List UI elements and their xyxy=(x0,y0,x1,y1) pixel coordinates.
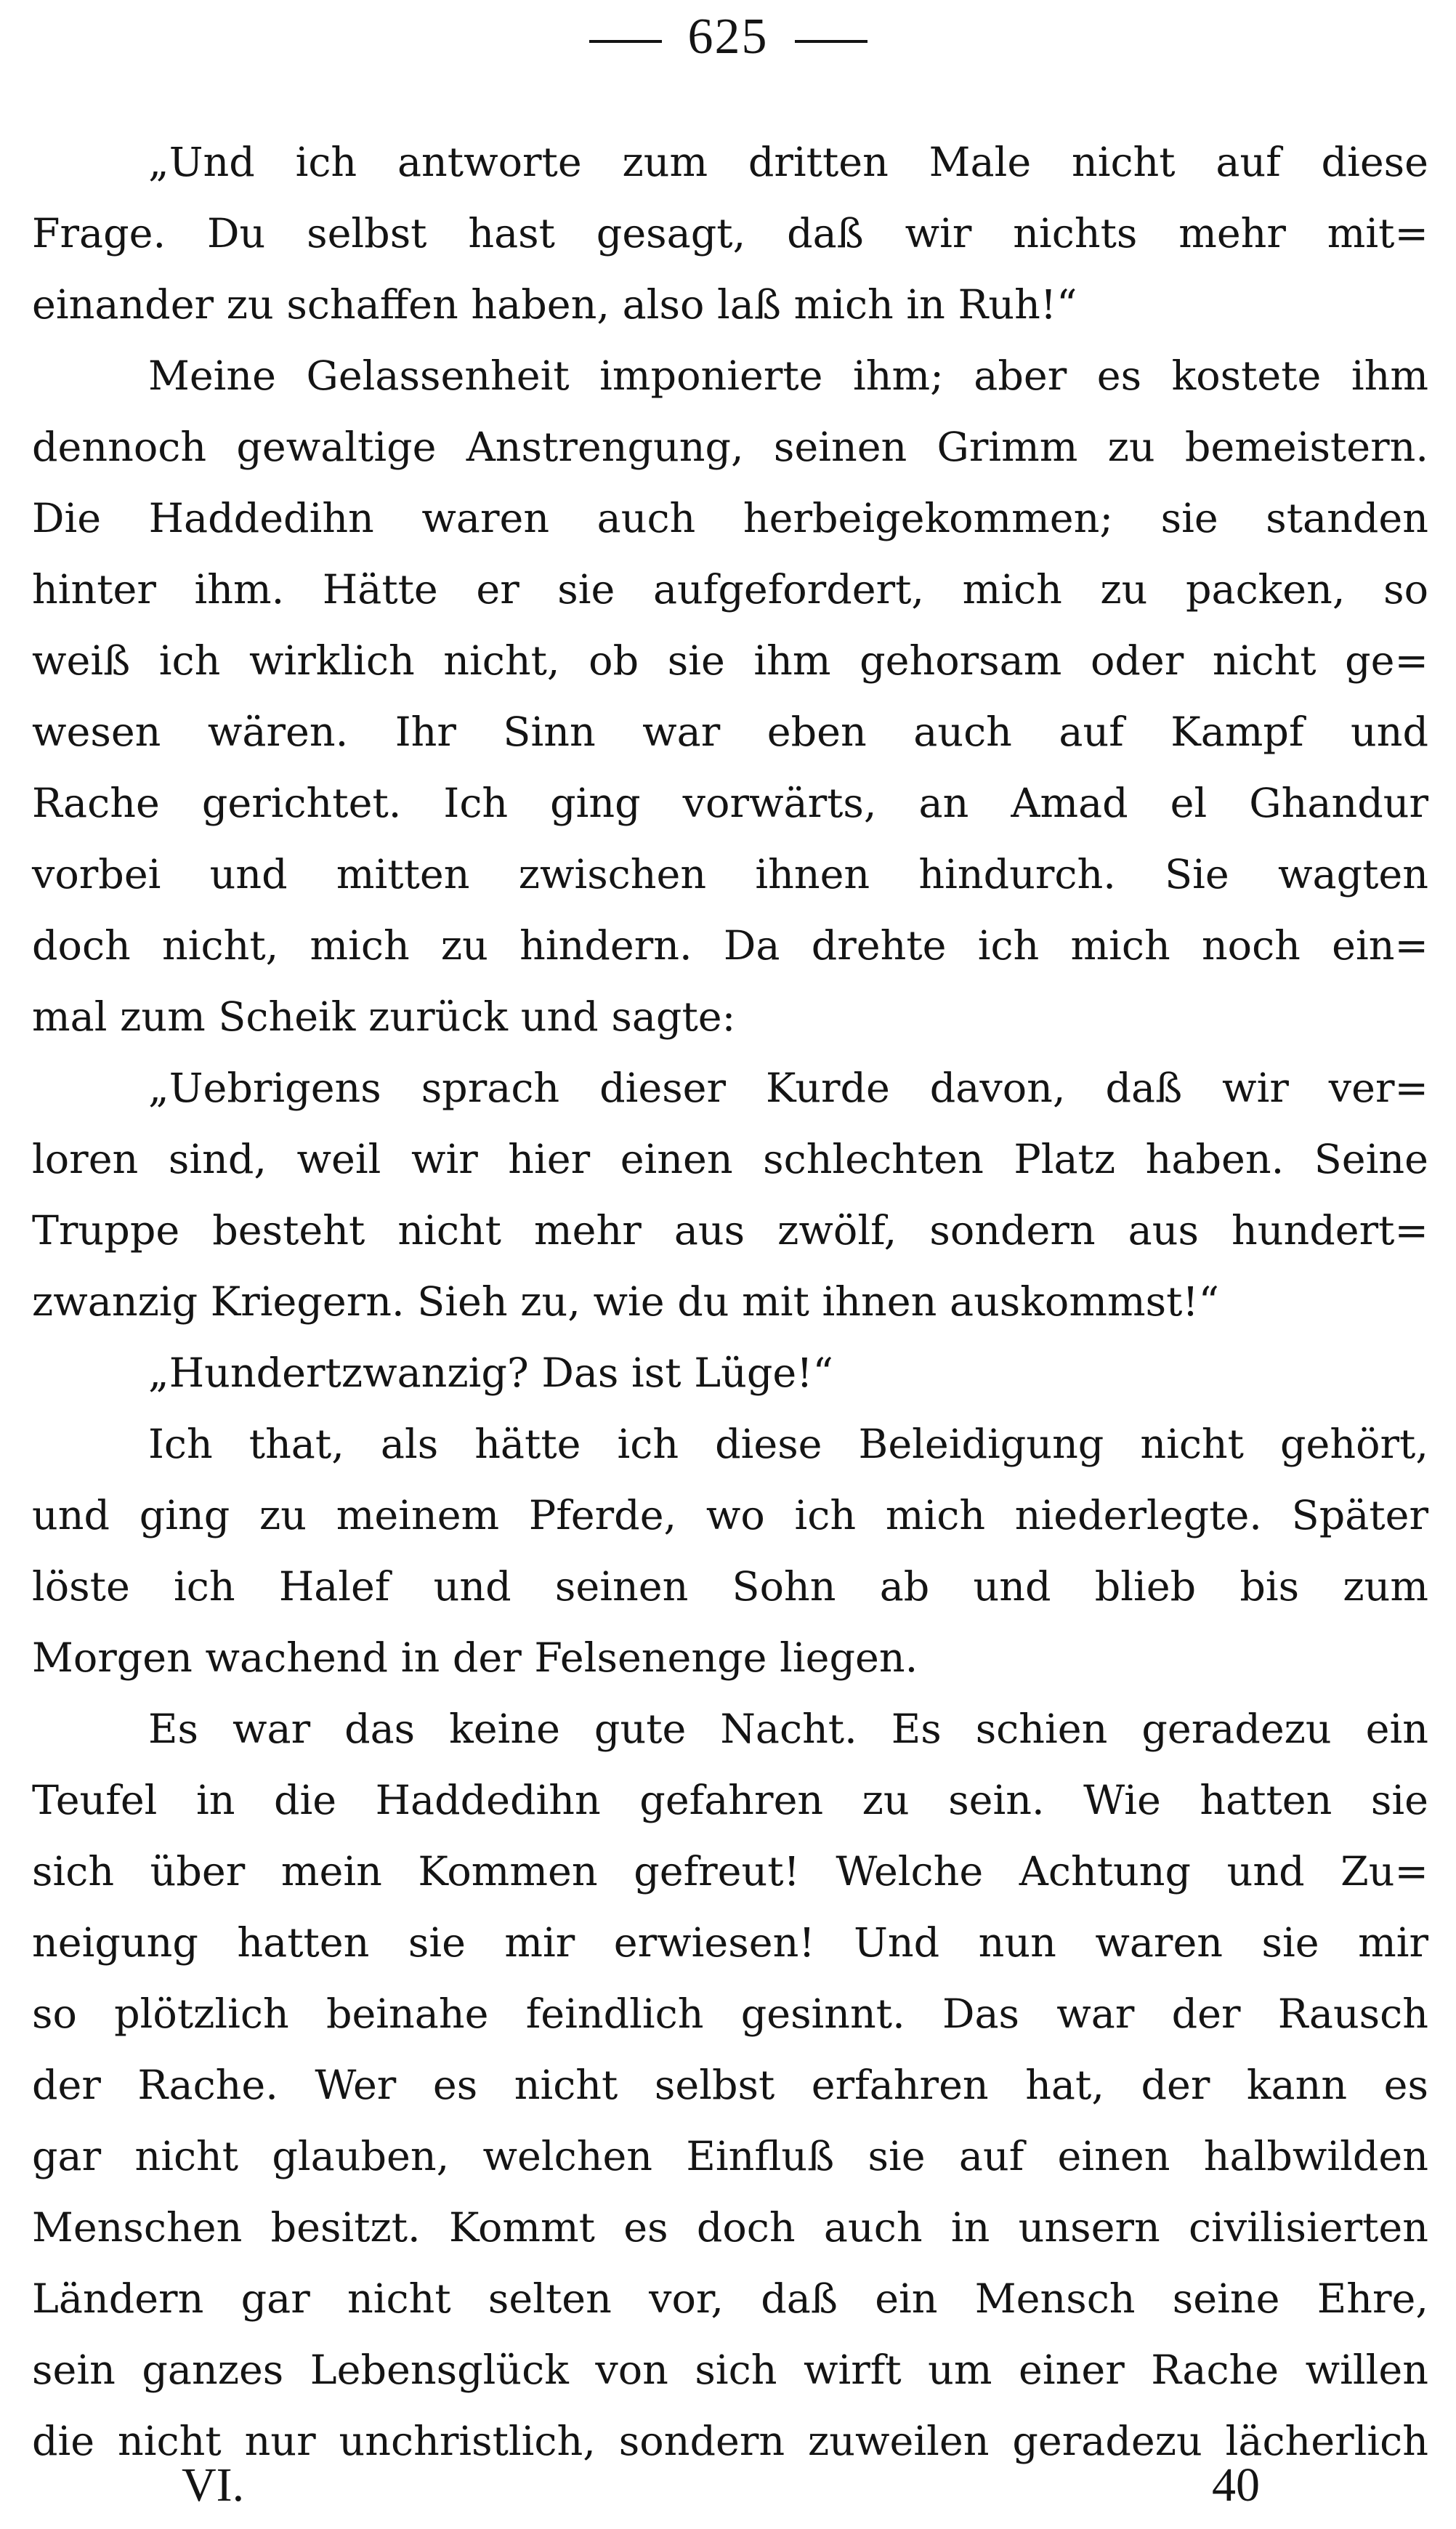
text-line: weiß ich wirklich nicht, ob sie ihm gehorsam oder nicht ge= xyxy=(32,637,1428,685)
text-line: hinter ihm. Hätte er sie aufgefordert, mich zu packen, so xyxy=(32,566,1428,613)
text-line: löste ich Halef und seinen Sohn ab und blieb bis zum xyxy=(32,1563,1428,1610)
header-dash-right xyxy=(795,40,867,43)
text-line: der Rache. Wer es nicht selbst erfahren hat, der kann es xyxy=(32,2062,1428,2109)
header-dash-left xyxy=(589,40,662,43)
text-line: einander zu schaffen haben, also laß mich in Ruh!“ xyxy=(32,281,1077,328)
text-line: Truppe besteht nicht mehr aus zwölf, sondern aus hundert= xyxy=(32,1207,1428,1254)
text-line: Ländern gar nicht selten vor, daß ein Mensch seine Ehre, xyxy=(32,2275,1428,2323)
text-line: „Uebrigens sprach dieser Kurde davon, daß wir ver= xyxy=(148,1065,1428,1112)
page-footer xyxy=(0,2449,1456,2522)
text-line: Meine Gelassenheit imponierte ihm; aber es kostete ihm xyxy=(148,352,1428,400)
text-line: loren sind, weil wir hier einen schlechten Platz haben. Seine xyxy=(32,1136,1428,1183)
text-line: mal zum Scheik zurück und sagte: xyxy=(32,993,736,1041)
text-line: die nicht nur unchristlich, sondern zuweilen geradezu lächerlich xyxy=(32,2418,1428,2465)
text-line: Menschen besitzt. Kommt es doch auch in unsern civilisierten xyxy=(32,2204,1428,2251)
text-line: sich über mein Kommen gefreut! Welche Achtung und Zu= xyxy=(32,1848,1428,1895)
signature-mark: VI. xyxy=(182,2459,245,2512)
text-line: „Hundertzwanzig? Das ist Lüge!“ xyxy=(148,1350,833,1397)
text-line: vorbei und mitten zwischen ihnen hindurch. Sie wagten xyxy=(32,851,1428,898)
page-number: 625 xyxy=(687,9,769,65)
text-line: Es war das keine gute Nacht. Es schien geradezu ein xyxy=(148,1706,1428,1753)
text-line: Frage. Du selbst hast gesagt, daß wir nichts mehr mit= xyxy=(32,210,1428,257)
text-line: Die Haddedihn waren auch herbeigekommen; sie standen xyxy=(32,495,1428,542)
text-line: dennoch gewaltige Anstrengung, seinen Grimm zu bemeistern. xyxy=(32,424,1428,471)
text-line: „Und ich antworte zum dritten Male nicht auf diese xyxy=(148,139,1428,186)
text-line: Rache gerichtet. Ich ging vorwärts, an Amad el Ghandur xyxy=(32,780,1428,827)
text-line: doch nicht, mich zu hindern. Da drehte ich mich noch ein= xyxy=(32,922,1428,969)
text-line: sein ganzes Lebensglück von sich wirft um einer Rache willen xyxy=(32,2347,1428,2394)
text-line: gar nicht glauben, welchen Einfluß sie auf einen halbwilden xyxy=(32,2133,1428,2180)
text-line: Morgen wachend in der Felsenenge liegen. xyxy=(32,1634,918,1682)
text-line: und ging zu meinem Pferde, wo ich mich niederlegte. Später xyxy=(32,1492,1428,1539)
text-line: Teufel in die Haddedihn gefahren zu sein. Wie hatten sie xyxy=(32,1777,1428,1824)
text-line: so plötzlich beinahe feindlich gesinnt. Das war der Rausch xyxy=(32,1990,1428,2038)
page-header xyxy=(0,4,1456,70)
body-text xyxy=(32,127,1428,2477)
text-line: Ich that, als hätte ich diese Beleidigung nicht gehört, xyxy=(148,1421,1428,1468)
text-line: neigung hatten sie mir erwiesen! Und nun waren sie mir xyxy=(32,1919,1428,1967)
text-line: wesen wären. Ihr Sinn war eben auch auf Kampf und xyxy=(32,709,1428,756)
text-line: zwanzig Kriegern. Sieh zu, wie du mit ihnen auskommst!“ xyxy=(32,1278,1220,1326)
sheet-number: 40 xyxy=(1212,2459,1260,2512)
